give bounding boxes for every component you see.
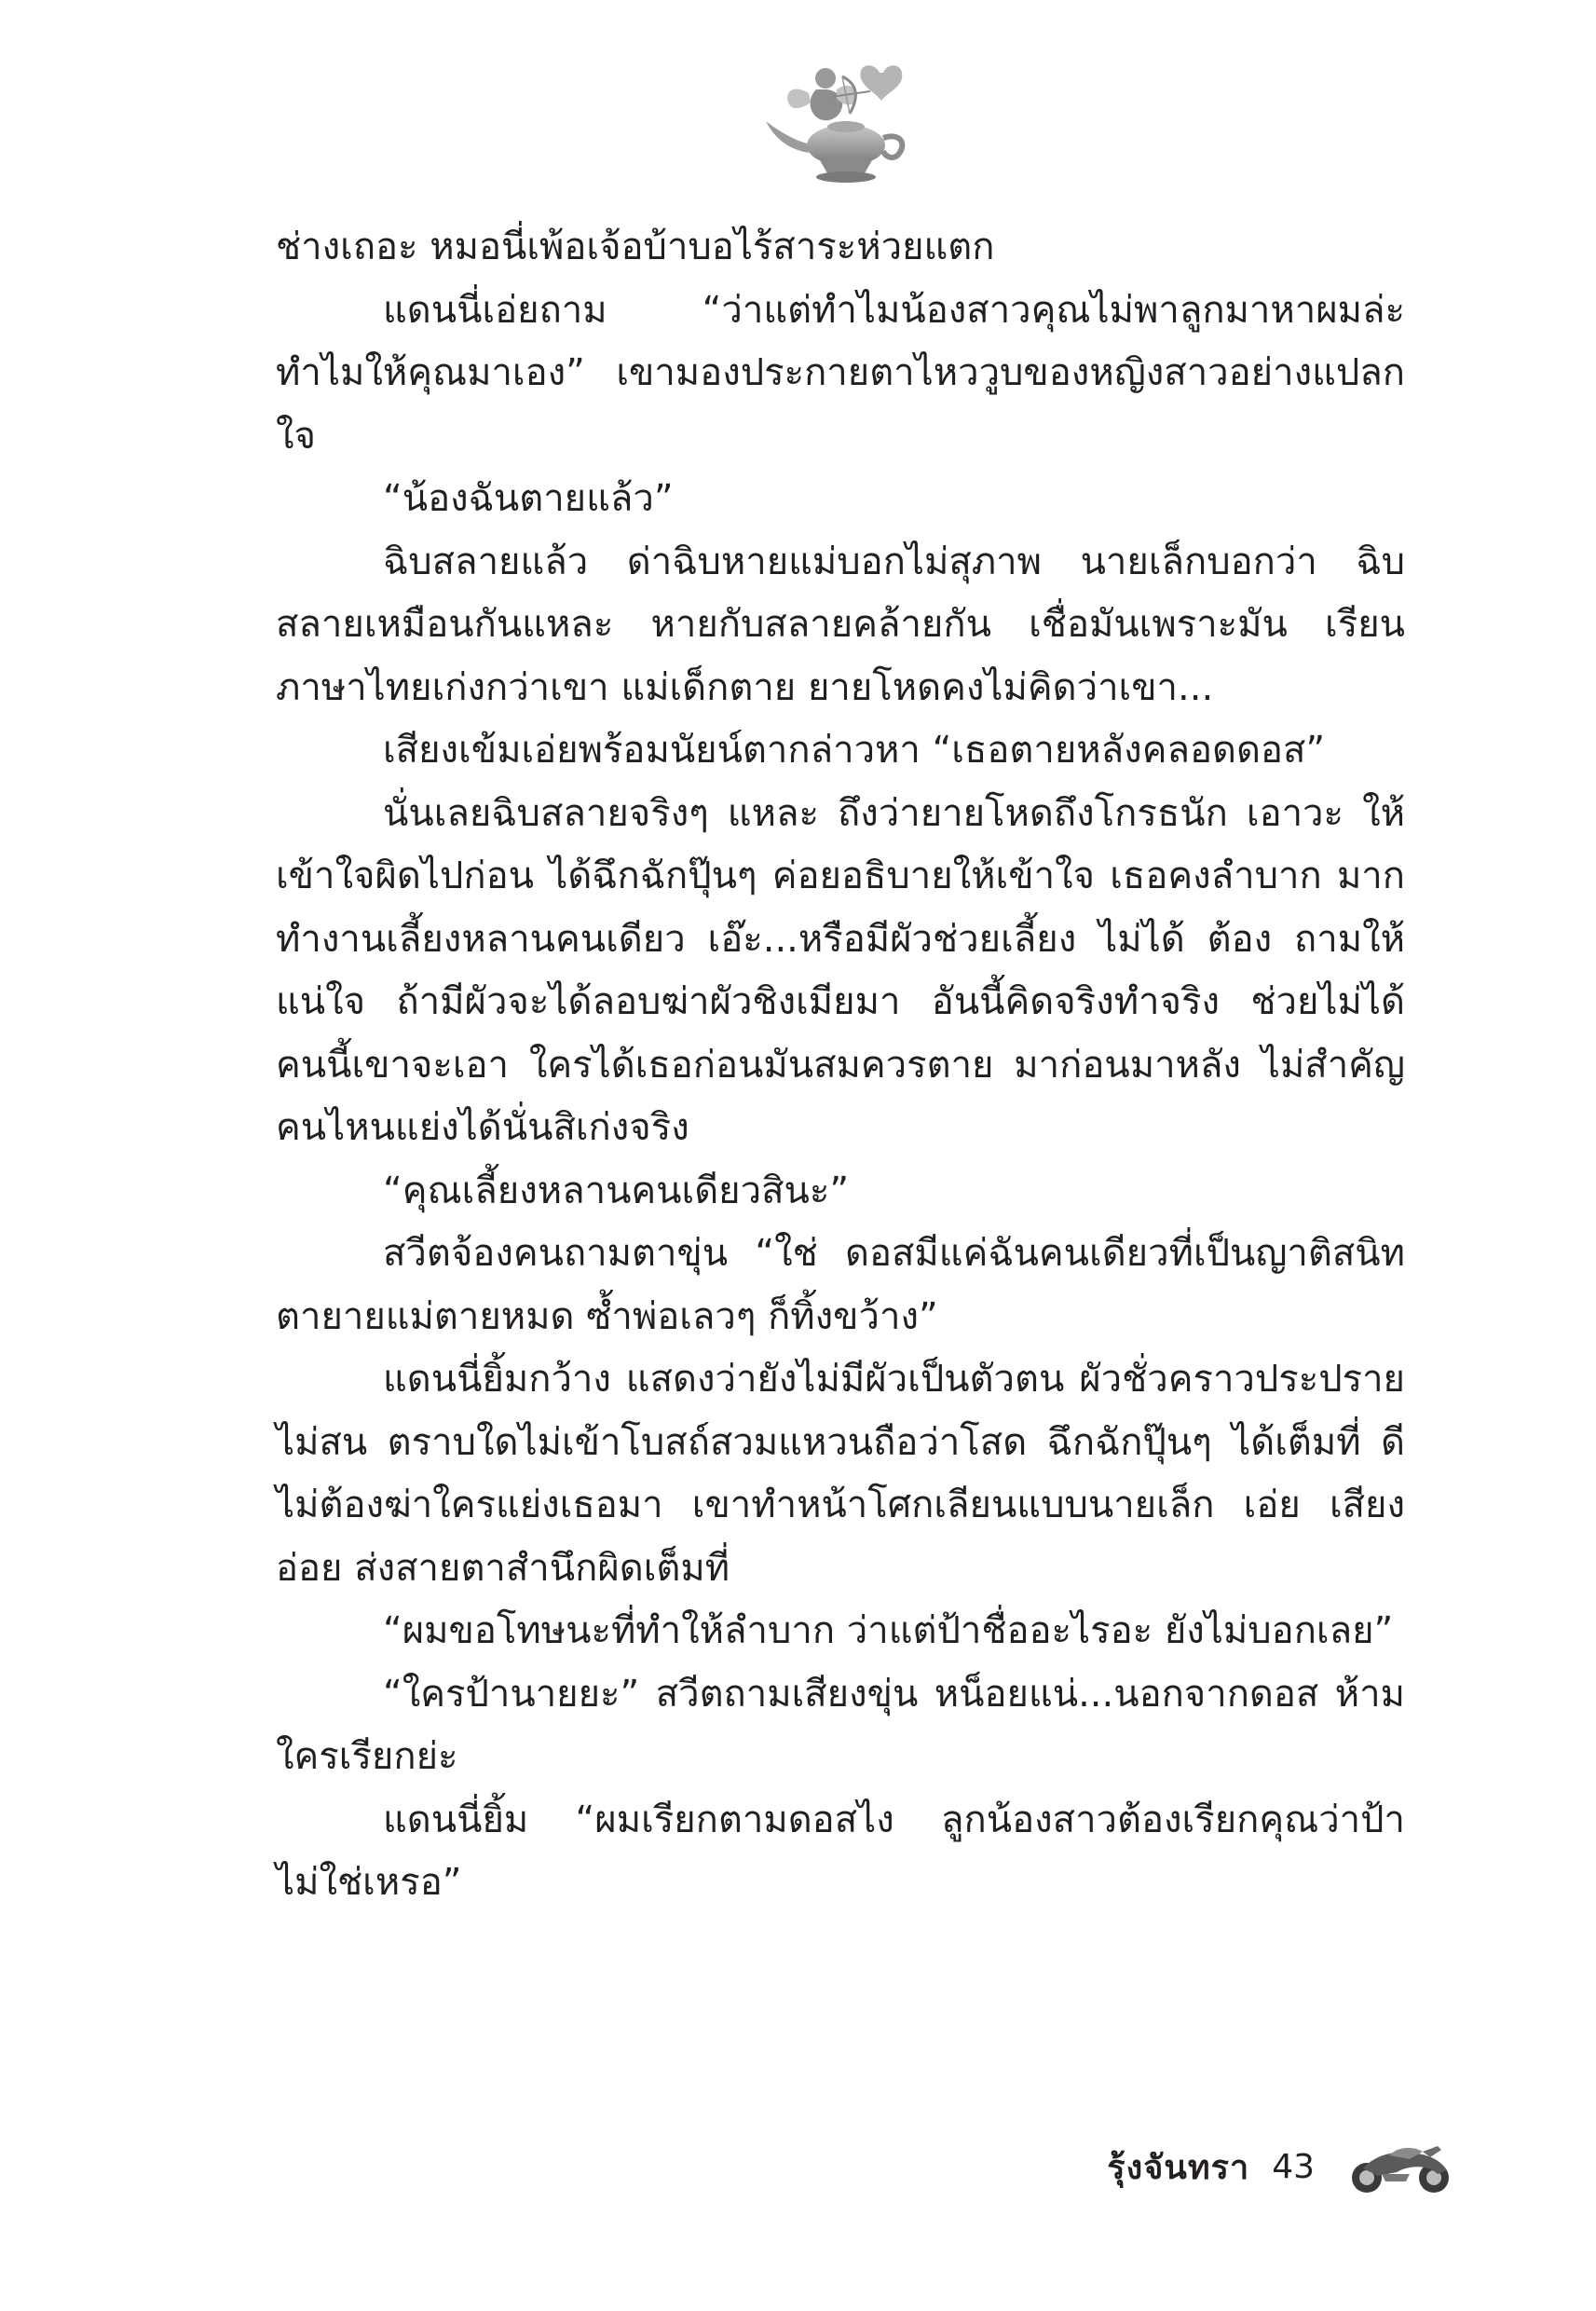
paragraph: แดนนี่ยิ้มกว้าง แสดงว่ายังไม่มีผัวเป็นตัวตน ผัวชั่วคราวประปราย ไม่สน ตราบใดไม่เข้าโบสถ์สวมแหวนถือว่าโสด ฉึกฉักปุ๊นๆ ได้เต็มที่ ดีไม่ต้องฆ่าใครแย่งเธอมา เขาทำหน้าโศกเลียนแบบนายเล็ก เอ่ย เสียงอ่อย ส่งสายตาสำนึกผิดเต็มที่ [276, 1358, 1405, 1590]
paragraph: แดนนี่ยิ้ม “ผมเรียกตามดอสไง ลูกน้องสาวต้องเรียกคุณว่าป้า ไม่ใช่เหรอ” [276, 1798, 1405, 1904]
cupid-teapot-ornament-icon [760, 52, 919, 192]
paragraph: สวีตจ้องคนถามตาขุ่น “ใช่ ดอสมีแค่ฉันคนเดียวที่เป็นญาติสนิท ตายายแม่ตายหมด ซ้ำพ่อเลวๆ ก็ทิ้งขว้าง” [276, 1232, 1405, 1338]
paragraph: “ใครป้านายยะ” สวีตถามเสียงขุ่น หน็อยแน่...นอกจากดอส ห้ามใครเรียกย่ะ [276, 1672, 1405, 1778]
paragraph: นั่นเลยฉิบสลายจริงๆ แหละ ถึงว่ายายโหดถึงโกรธนัก เอาวะ ให้เข้าใจผิดไปก่อน ได้ฉึกฉักปุ๊นๆ ค่อยอธิบายให้เข้าใจ เธอคงลำบาก มาก ทำงานเลี้ยงหลานคนเดียว เอ๊ะ...หรือมีผัวช่วยเลี้ยง ไม่ได้ ต้อง ถามให้แน่ใจ ถ้ามีผัวจะได้ลอบฆ่าผัวชิงเมียมา อันนี้คิดจริงทำจริง ช่วยไม่ได้ คนนี้เขาจะเอา ใครได้เธอก่อนมันสมควรตาย มาก่อนมาหลัง ไม่สำคัญ คนไหนแย่งได้นั่นสิเก่งจริง [276, 791, 1405, 1149]
paragraph: เสียงเข้มเอ่ยพร้อมนัยน์ตากล่าวหา “เธอตายหลังคลอดดอส” [383, 729, 1326, 772]
paragraph: ฉิบสลายแล้ว ด่าฉิบหายแม่บอกไม่สุภาพ นายเล็กบอกว่า ฉิบสลายเหมือนกันแหละ หายกับสลายคล้ายกัน เชื่อมันเพราะมัน เรียนภาษาไทยเก่งกว่าเขา แม่เด็กตาย ยายโหดคงไม่คิดว่าเขา... [276, 540, 1405, 709]
chapter-body-text [276, 216, 1405, 1915]
motorcycle-icon [1344, 2137, 1456, 2196]
running-footer-title: รุ้งจันทรา [1107, 2148, 1250, 2187]
paragraph: “คุณเลี้ยงหลานคนเดียวสินะ” [383, 1169, 850, 1212]
page-footer [1107, 2125, 1456, 2208]
paragraph: “ผมขอโทษนะที่ทำให้ลำบาก ว่าแต่ป้าชื่ออะไรอะ ยังไม่บอกเลย” [383, 1609, 1394, 1652]
paragraph: แดนนี่เอ่ยถาม “ว่าแต่ทำไมน้องสาวคุณไม่พาลูกมาหาผมล่ะ ทำไมให้คุณมาเอง” เขามองประกายตาไหววูบของหญิงสาวอย่างแปลกใจ [276, 288, 1405, 458]
paragraph: “น้องฉันตายแล้ว” [383, 477, 674, 520]
page-number: 43 [1272, 2147, 1315, 2186]
paragraph: ช่างเถอะ หมอนี่เพ้อเจ้อบ้าบอไร้สาระห่วยแตก [276, 226, 995, 268]
